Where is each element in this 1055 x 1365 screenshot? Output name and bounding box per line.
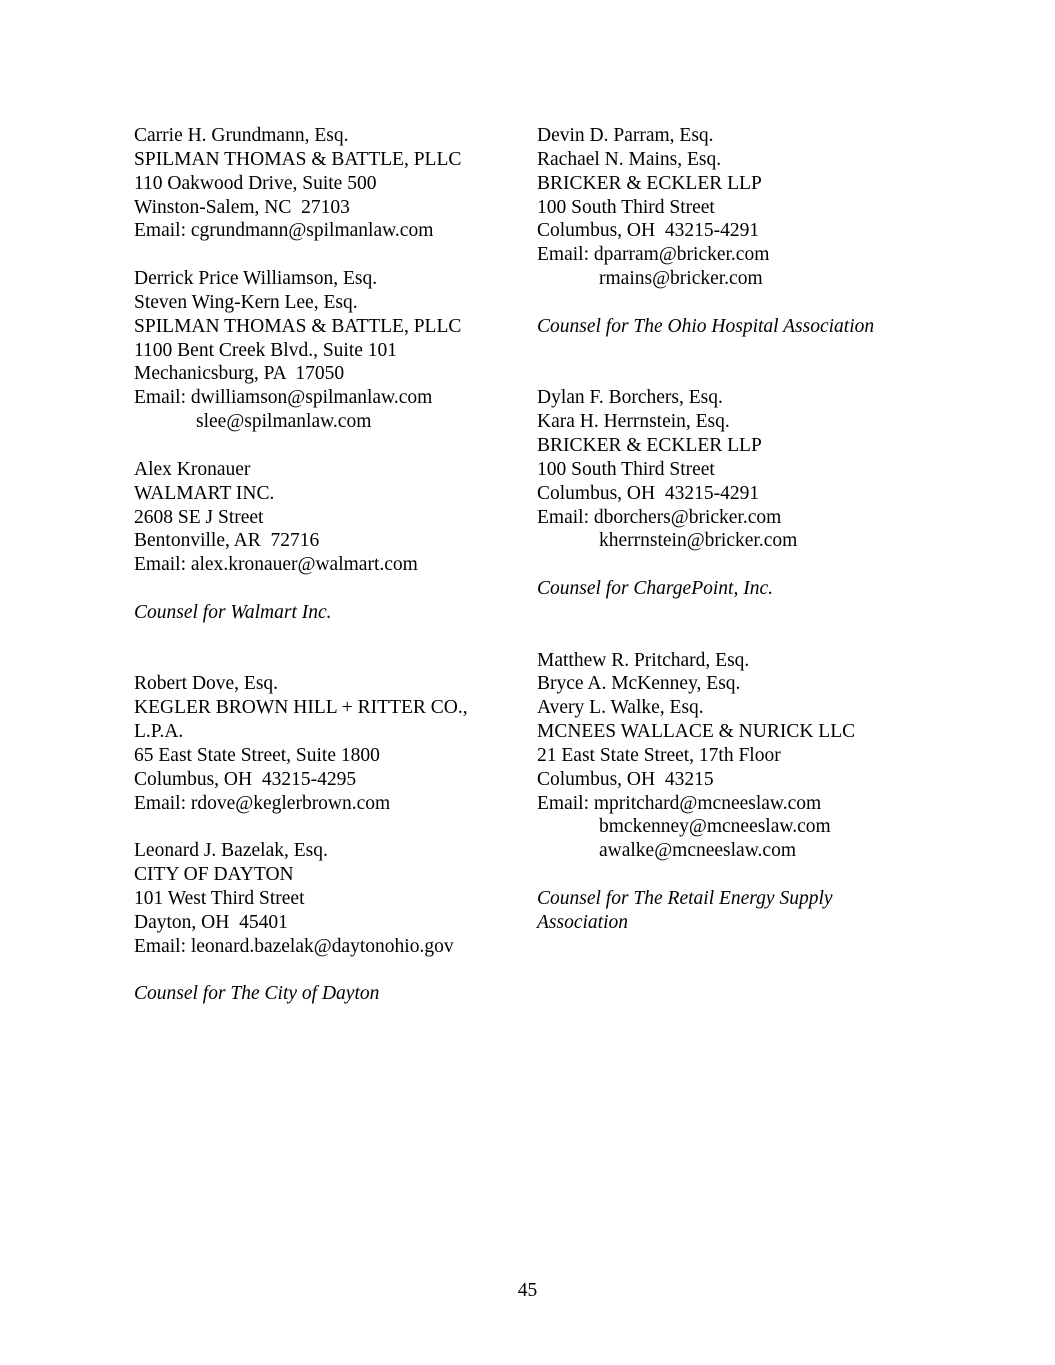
contact-line: Robert Dove, Esq. — [134, 673, 279, 695]
contact-email: rmains@bricker.com — [599, 268, 763, 290]
contact-block — [134, 267, 514, 434]
contact-block — [537, 649, 937, 864]
contact-line: 100 South Third Street — [537, 196, 715, 218]
contact-line: CITY OF DAYTON — [134, 864, 294, 886]
contact-line: Bryce A. McKenney, Esq. — [537, 673, 741, 695]
contact-line: Leonard J. Bazelak, Esq. — [134, 840, 328, 862]
contact-line: SPILMAN THOMAS & BATTLE, PLLC — [134, 315, 462, 337]
contact-email: bmckenney@mcneeslaw.com — [599, 816, 831, 838]
counsel-line: Counsel for The Ohio Hospital Association — [537, 315, 875, 337]
contact-line: Dylan F. Borchers, Esq. — [537, 387, 723, 409]
contact-block — [134, 124, 514, 243]
service-list-left-column — [134, 124, 514, 1054]
contact-line: 2608 SE J Street — [134, 506, 264, 528]
counsel-line: Counsel for ChargePoint, Inc. — [537, 578, 773, 600]
contact-line: Email: rdove@keglerbrown.com — [134, 792, 391, 814]
contact-line: Kara H. Herrnstein, Esq. — [537, 411, 730, 433]
contact-line: Alex Kronauer — [134, 458, 251, 480]
contact-block — [134, 839, 514, 958]
counsel-group — [537, 124, 937, 339]
counsel-group — [537, 386, 937, 601]
counsel-line: Counsel for The Retail Energy Supply — [537, 888, 833, 909]
contact-block — [134, 458, 514, 577]
contact-line: Columbus, OH 43215-4291 — [537, 220, 760, 242]
contact-line: Email: leonard.bazelak@daytonohio.gov — [134, 935, 454, 957]
counsel-designation — [134, 982, 514, 1006]
counsel-designation — [537, 887, 937, 935]
contact-line: Email: dparram@bricker.com — [537, 244, 770, 266]
contact-line: 101 West Third Street — [134, 888, 305, 909]
contact-line: Email: mpritchard@mcneeslaw.com — [537, 792, 822, 814]
counsel-group — [134, 124, 514, 625]
contact-line: MCNEES WALLACE & NURICK LLC — [537, 721, 856, 743]
contact-email: awalke@mcneeslaw.com — [599, 840, 796, 862]
counsel-line: Counsel for The City of Dayton — [134, 983, 380, 1005]
contact-line: Email: dborchers@bricker.com — [537, 506, 782, 528]
contact-line: 110 Oakwood Drive, Suite 500 — [134, 172, 377, 194]
counsel-group — [134, 672, 514, 1006]
counsel-line: Association — [537, 911, 628, 933]
contact-line: SPILMAN THOMAS & BATTLE, PLLC — [134, 148, 462, 170]
contact-line: Avery L. Walke, Esq. — [537, 697, 704, 719]
contact-block — [537, 124, 937, 291]
contact-line: Mechanicsburg, PA 17050 — [134, 363, 345, 385]
contact-line: BRICKER & ECKLER LLP — [537, 434, 762, 456]
counsel-designation — [134, 601, 514, 625]
counsel-line: Counsel for Walmart Inc. — [134, 601, 332, 623]
contact-email: kherrnstein@bricker.com — [599, 530, 798, 552]
contact-line: 1100 Bent Creek Blvd., Suite 101 — [134, 339, 398, 361]
contact-line: Rachael N. Mains, Esq. — [537, 148, 722, 170]
contact-line: Steven Wing-Kern Lee, Esq. — [134, 291, 358, 313]
contact-line: Email: dwilliamson@spilmanlaw.com — [134, 387, 433, 409]
contact-line: 21 East State Street, 17th Floor — [537, 744, 781, 766]
contact-line: KEGLER BROWN HILL + RITTER CO., — [134, 697, 468, 719]
contact-line: Derrick Price Williamson, Esq. — [134, 268, 378, 290]
counsel-designation — [537, 577, 937, 601]
contact-line: L.P.A. — [134, 721, 184, 743]
contact-line: BRICKER & ECKLER LLP — [537, 172, 762, 194]
contact-line: Dayton, OH 45401 — [134, 911, 288, 933]
contact-block — [134, 672, 514, 815]
contact-line: WALMART INC. — [134, 482, 275, 504]
contact-line: Matthew R. Pritchard, Esq. — [537, 649, 750, 671]
contact-block — [537, 386, 937, 553]
page-number: 45 — [517, 1280, 538, 1301]
contact-line: 100 South Third Street — [537, 458, 715, 480]
service-list-right-column — [537, 124, 937, 982]
contact-line: Bentonville, AR 72716 — [134, 530, 320, 552]
contact-line: Email: alex.kronauer@walmart.com — [134, 554, 418, 576]
contact-line: Email: cgrundmann@spilmanlaw.com — [134, 220, 434, 242]
counsel-designation — [537, 315, 937, 339]
contact-line: Columbus, OH 43215-4291 — [537, 482, 760, 504]
contact-line: Columbus, OH 43215 — [537, 768, 714, 790]
counsel-group — [537, 649, 937, 935]
contact-line: Winston-Salem, NC 27103 — [134, 196, 350, 218]
contact-line: 65 East State Street, Suite 1800 — [134, 744, 380, 766]
contact-line: Carrie H. Grundmann, Esq. — [134, 125, 349, 146]
contact-line: Devin D. Parram, Esq. — [537, 125, 714, 146]
contact-email: slee@spilmanlaw.com — [196, 411, 372, 433]
contact-line: Columbus, OH 43215-4295 — [134, 768, 357, 790]
